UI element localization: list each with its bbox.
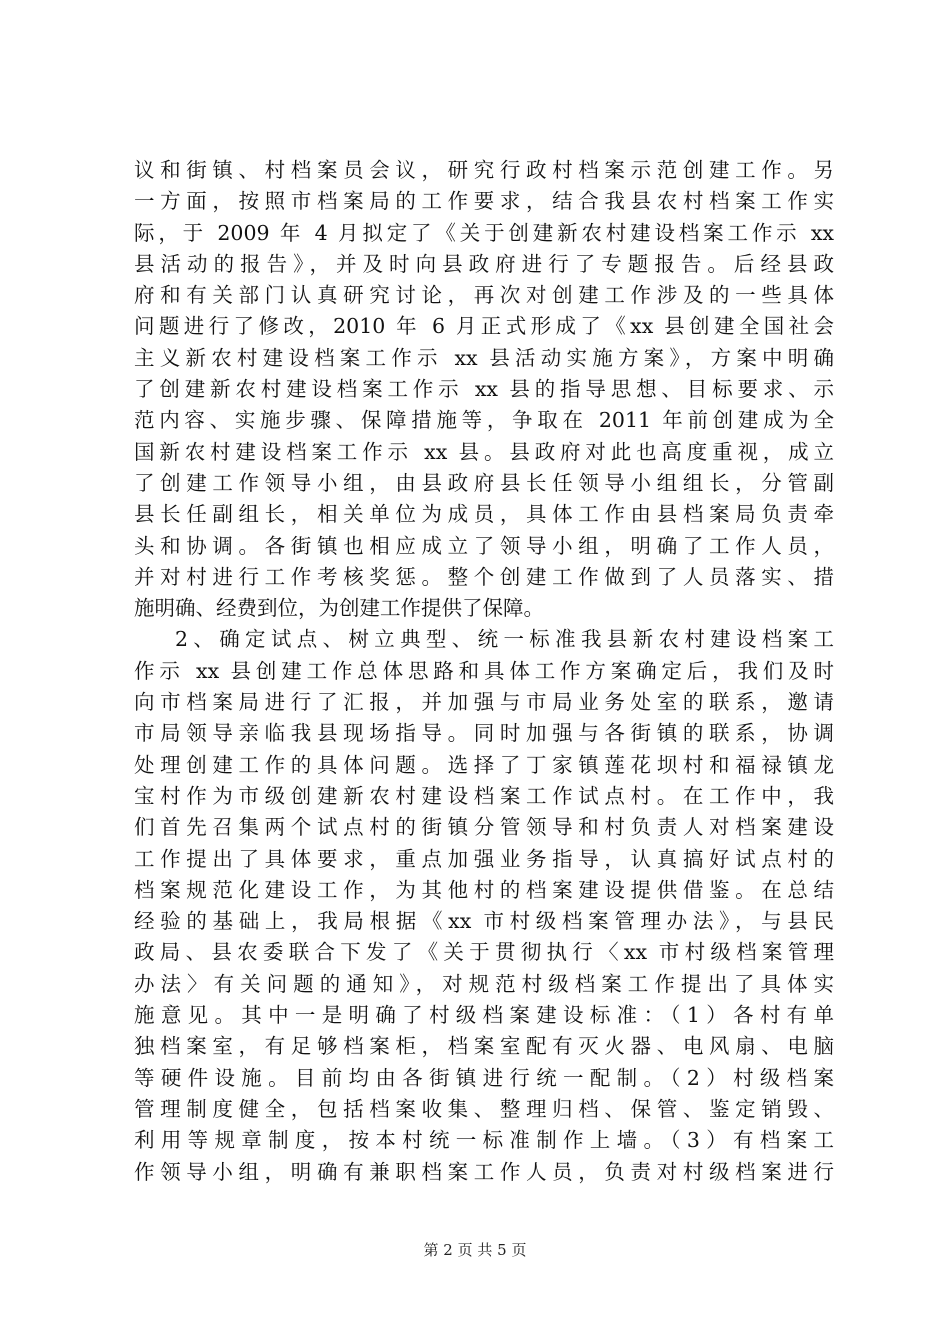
text-line: 经验的基础上，我局根据《xx 市村级档案管理办法》，与县民 (134, 909, 834, 934)
text-line: 政局、县农委联合下发了《关于贯彻执行〈xx 市村级档案管理 (134, 940, 834, 965)
text-line: 施明确、经费到位，为创建工作提供了保障。 (134, 596, 544, 621)
text-line: 作领导小组，明确有兼职档案工作人员，负责对村级档案进行 (134, 1159, 834, 1184)
text-line: 作示 xx 县创建工作总体思路和具体工作方案确定后，我们及时 (134, 658, 834, 683)
text-line: 处理创建工作的具体问题。选择了丁家镇莲花坝村和福禄镇龙 (134, 752, 834, 777)
text-line: 2、确定试点、树立典型、统一标准我县新农村建设档案工 (175, 627, 834, 652)
text-line: 档案规范化建设工作，为其他村的档案建设提供借鉴。在总结 (134, 877, 834, 902)
text-line: 际，于 2009 年 4 月拟定了《关于创建新农村建设档案工作示 xx (134, 220, 834, 245)
text-line: 一方面，按照市档案局的工作要求，结合我县农村档案工作实 (134, 189, 834, 214)
text-line: 们首先召集两个试点村的街镇分管领导和村负责人对档案建设 (134, 815, 834, 840)
page-number: 第 2 页 共 5 页 (423, 1241, 527, 1259)
text-line: 施意见。其中一是明确了村级档案建设标准：（1）各村有单 (134, 1003, 834, 1028)
text-line: 了创建新农村建设档案工作示 xx 县的指导思想、目标要求、示 (134, 377, 834, 402)
text-line: 议和街镇、村档案员会议，研究行政村档案示范创建工作。另 (134, 158, 834, 182)
text-line: 国新农村建设档案工作示 xx 县。县政府对此也高度重视，成立 (134, 439, 834, 464)
text-line: 办法〉有关问题的通知》，对规范村级档案工作提出了具体实 (134, 971, 834, 996)
text-line: 问题进行了修改，2010 年 6 月正式形成了《xx 县创建全国社会 (134, 314, 834, 339)
document-body (134, 155, 834, 1188)
text-line: 并对村进行工作考核奖惩。整个创建工作做到了人员落实、措 (134, 564, 834, 589)
text-line: 范内容、实施步骤、保障措施等，争取在 2011 年前创建成为全 (134, 408, 834, 433)
text-line: 宝村作为市级创建新农村建设档案工作试点村。在工作中，我 (134, 783, 834, 808)
text-line: 工作提出了具体要求，重点加强业务指导，认真搞好试点村的 (134, 846, 834, 871)
text-line: 了创建工作领导小组，由县政府县长任领导小组组长，分管副 (134, 470, 834, 495)
text-line: 县活动的报告》，并及时向县政府进行了专题报告。后经县政 (134, 251, 834, 276)
text-line: 向市档案局进行了汇报，并加强与市局业务处室的联系，邀请 (134, 690, 834, 715)
text-line: 县长任副组长，相关单位为成员，具体工作由县档案局负责牵 (134, 502, 834, 527)
text-line: 独档案室，有足够档案柜，档案室配有灭火器、电风扇、电脑 (134, 1034, 834, 1059)
text-line: 府和有关部门认真研究讨论，再次对创建工作涉及的一些具体 (134, 283, 834, 308)
paragraph-2 (134, 624, 834, 1187)
text-line: 等硬件设施。目前均由各街镇进行统一配制。（2）村级档案 (134, 1065, 834, 1090)
text-line: 头和协调。各街镇也相应成立了领导小组，明确了工作人员， (134, 533, 834, 558)
text-line: 管理制度健全，包括档案收集、整理归档、保管、鉴定销毁、 (134, 1096, 834, 1121)
paragraph-1 (134, 155, 834, 624)
text-line: 主义新农村建设档案工作示 xx 县活动实施方案》，方案中明确 (134, 345, 834, 370)
page-footer (0, 1240, 950, 1260)
text-line: 利用等规章制度，按本村统一标准制作上墙。（3）有档案工 (134, 1128, 834, 1153)
text-line: 市局领导亲临我县现场指导。同时加强与各街镇的联系，协调 (134, 721, 834, 746)
